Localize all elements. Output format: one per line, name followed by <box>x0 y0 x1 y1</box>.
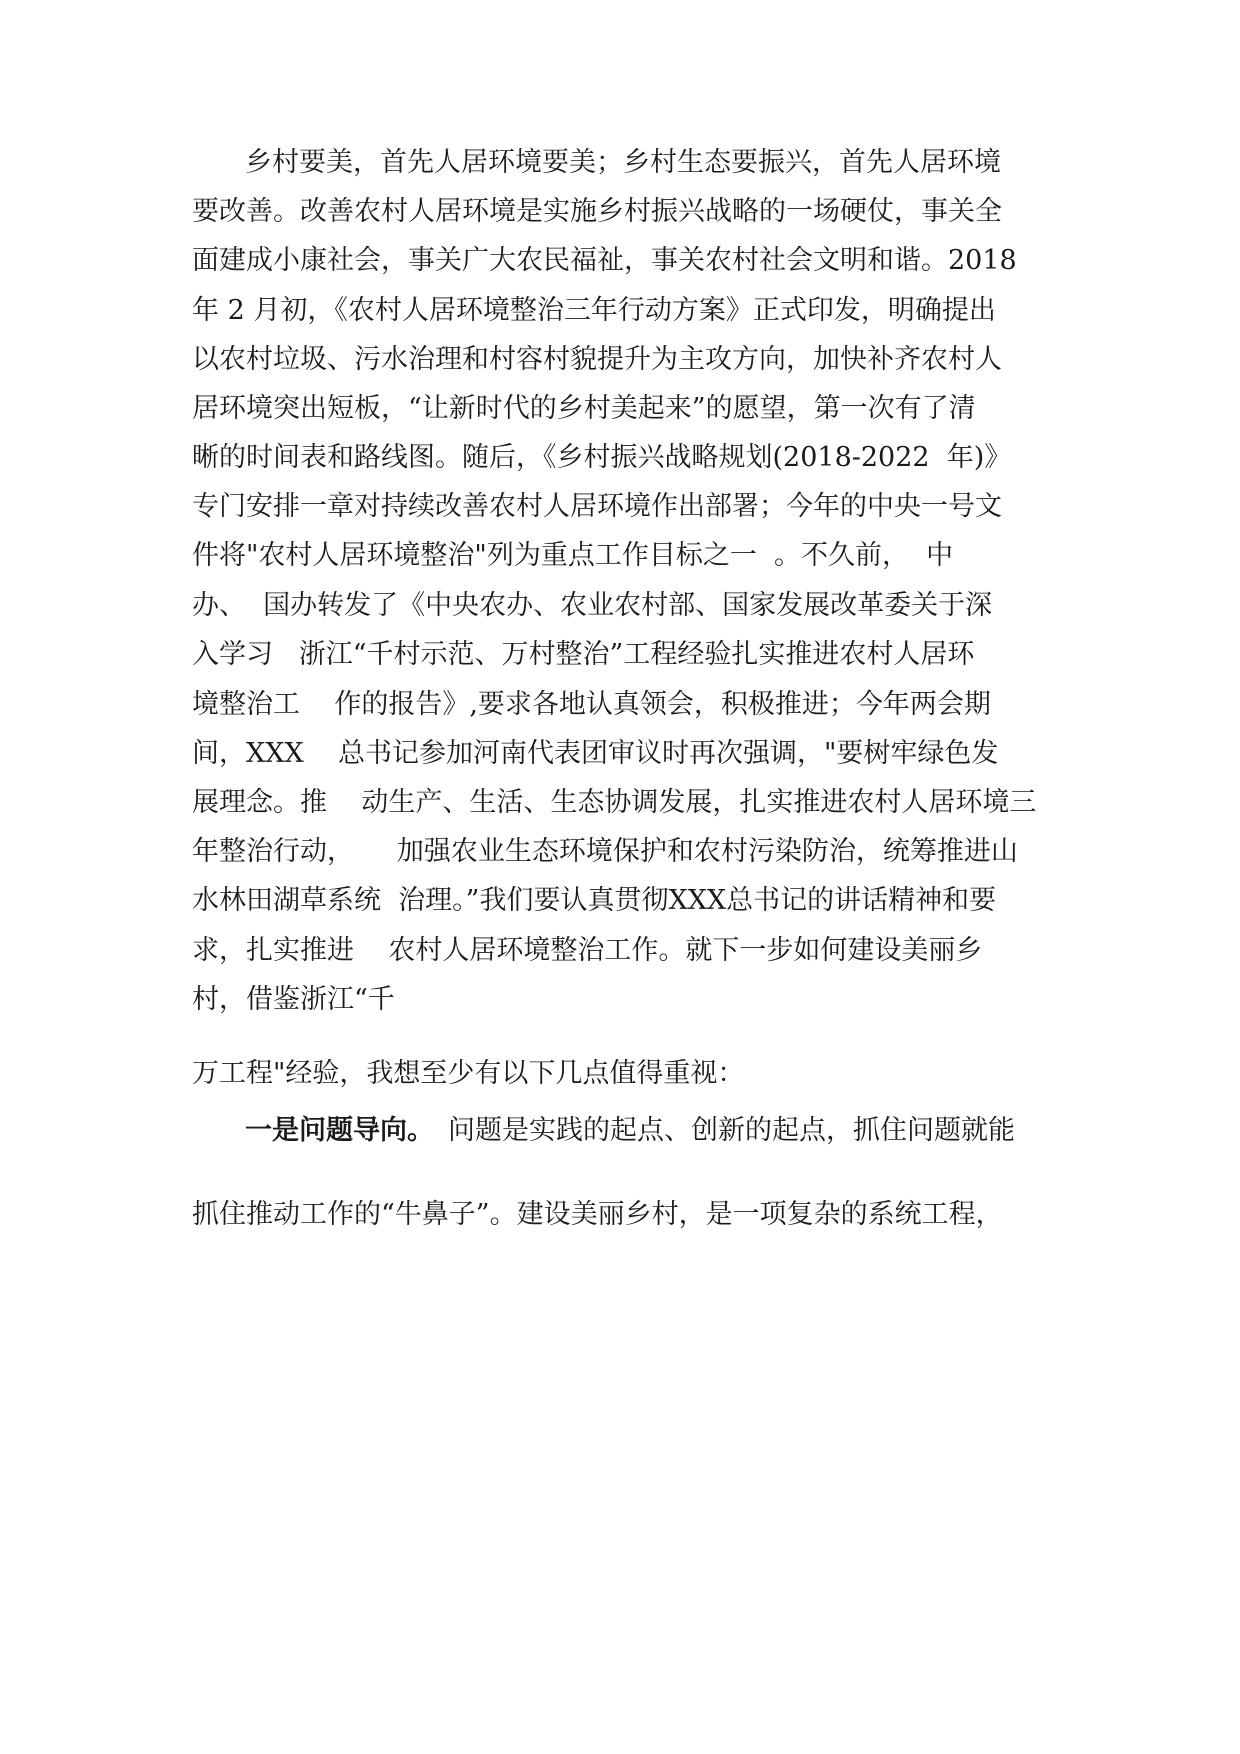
paragraph-1-line-6: 居环境突出短板，“让新时代的乡村美起来”的愿望，第一次有了清 <box>192 393 976 424</box>
paragraph-2-line-1-text: 问题是实践的起点、创新的起点，抓住问题就能 <box>448 1115 1015 1146</box>
paragraph-1-line-14: 展理念。推 动生产、生活、生态协调发展，扎实推进农村人居环境三 <box>192 787 1037 818</box>
paragraph-1-line-7: 晰的时间表和路线图。随后，《乡村振兴战略规划(2018-2022 年)》 <box>192 442 1012 473</box>
paragraph-2-heading: 一是问题导向。 <box>245 1115 434 1146</box>
paragraph-1-line-13: 间，XXX 总书记参加河南代表团审议时再次强调，"要树牢绿色发 <box>192 738 999 769</box>
paragraph-1-line-2: 要改善。改善农村人居环境是实施乡村振兴战略的一场硬仗，事关全 <box>192 196 1002 227</box>
paragraph-1-line-3: 面建成小康社会，事关广大农民福祉，事关农村社会文明和谐。2018 <box>192 245 1017 276</box>
paragraph-1-line-12: 境整治工 作的报告》,要求各地认真领会，积极推进；今年两会期 <box>192 689 991 720</box>
paragraph-1-line-11: 入学习 浙江“千村示范、万村整治”工程经验扎实推进农村人居环 <box>192 639 975 670</box>
paragraph-1-line-5: 以农村垃圾、污水治理和村容村貌提升为主攻方向，加快补齐农村人 <box>192 344 1002 375</box>
paragraph-1-line-16: 水林田湖草系统 治理。”我们要认真贯彻XXX总书记的讲话精神和要 <box>192 885 997 916</box>
paragraph-2-line-1 <box>245 1114 1015 1148</box>
paragraph-1-line-15: 年整治行动， 加强农业生态环境保护和农村污染防治，统筹推进山 <box>192 836 1018 867</box>
paragraph-1-line-9: 件将"农村人居环境整治"列为重点工作目标之一 。不久前， 中 <box>192 540 954 571</box>
paragraph-2-line-2: 抓住推动工作的“牛鼻子”。建设美丽乡村，是一项复杂的系统工程， <box>192 1199 1003 1230</box>
paragraph-1-tail: 万工程"经验，我想至少有以下几点值得重视： <box>192 1058 745 1089</box>
paragraph-1-line-8: 专门安排一章对持续改善农村人居环境作出部署；今年的中央一号文 <box>192 491 1002 522</box>
paragraph-1-line-10: 办、 国办转发了《中央农办、农业农村部、国家发展改革委关于深 <box>192 590 993 621</box>
paragraph-1-line-4: 年 2 月初，《农村人居环境整治三年行动方案》正式印发，明确提出 <box>192 295 996 326</box>
paragraph-1-line-17: 求，扎实推进 农村人居环境整治工作。就下一步如何建设美丽乡 <box>192 935 983 966</box>
paragraph-1-line-18: 村，借鉴浙江“千 <box>192 984 395 1015</box>
paragraph-1-line-1: 乡村要美，首先人居环境要美；乡村生态要振兴，首先人居环境 <box>245 147 1001 178</box>
